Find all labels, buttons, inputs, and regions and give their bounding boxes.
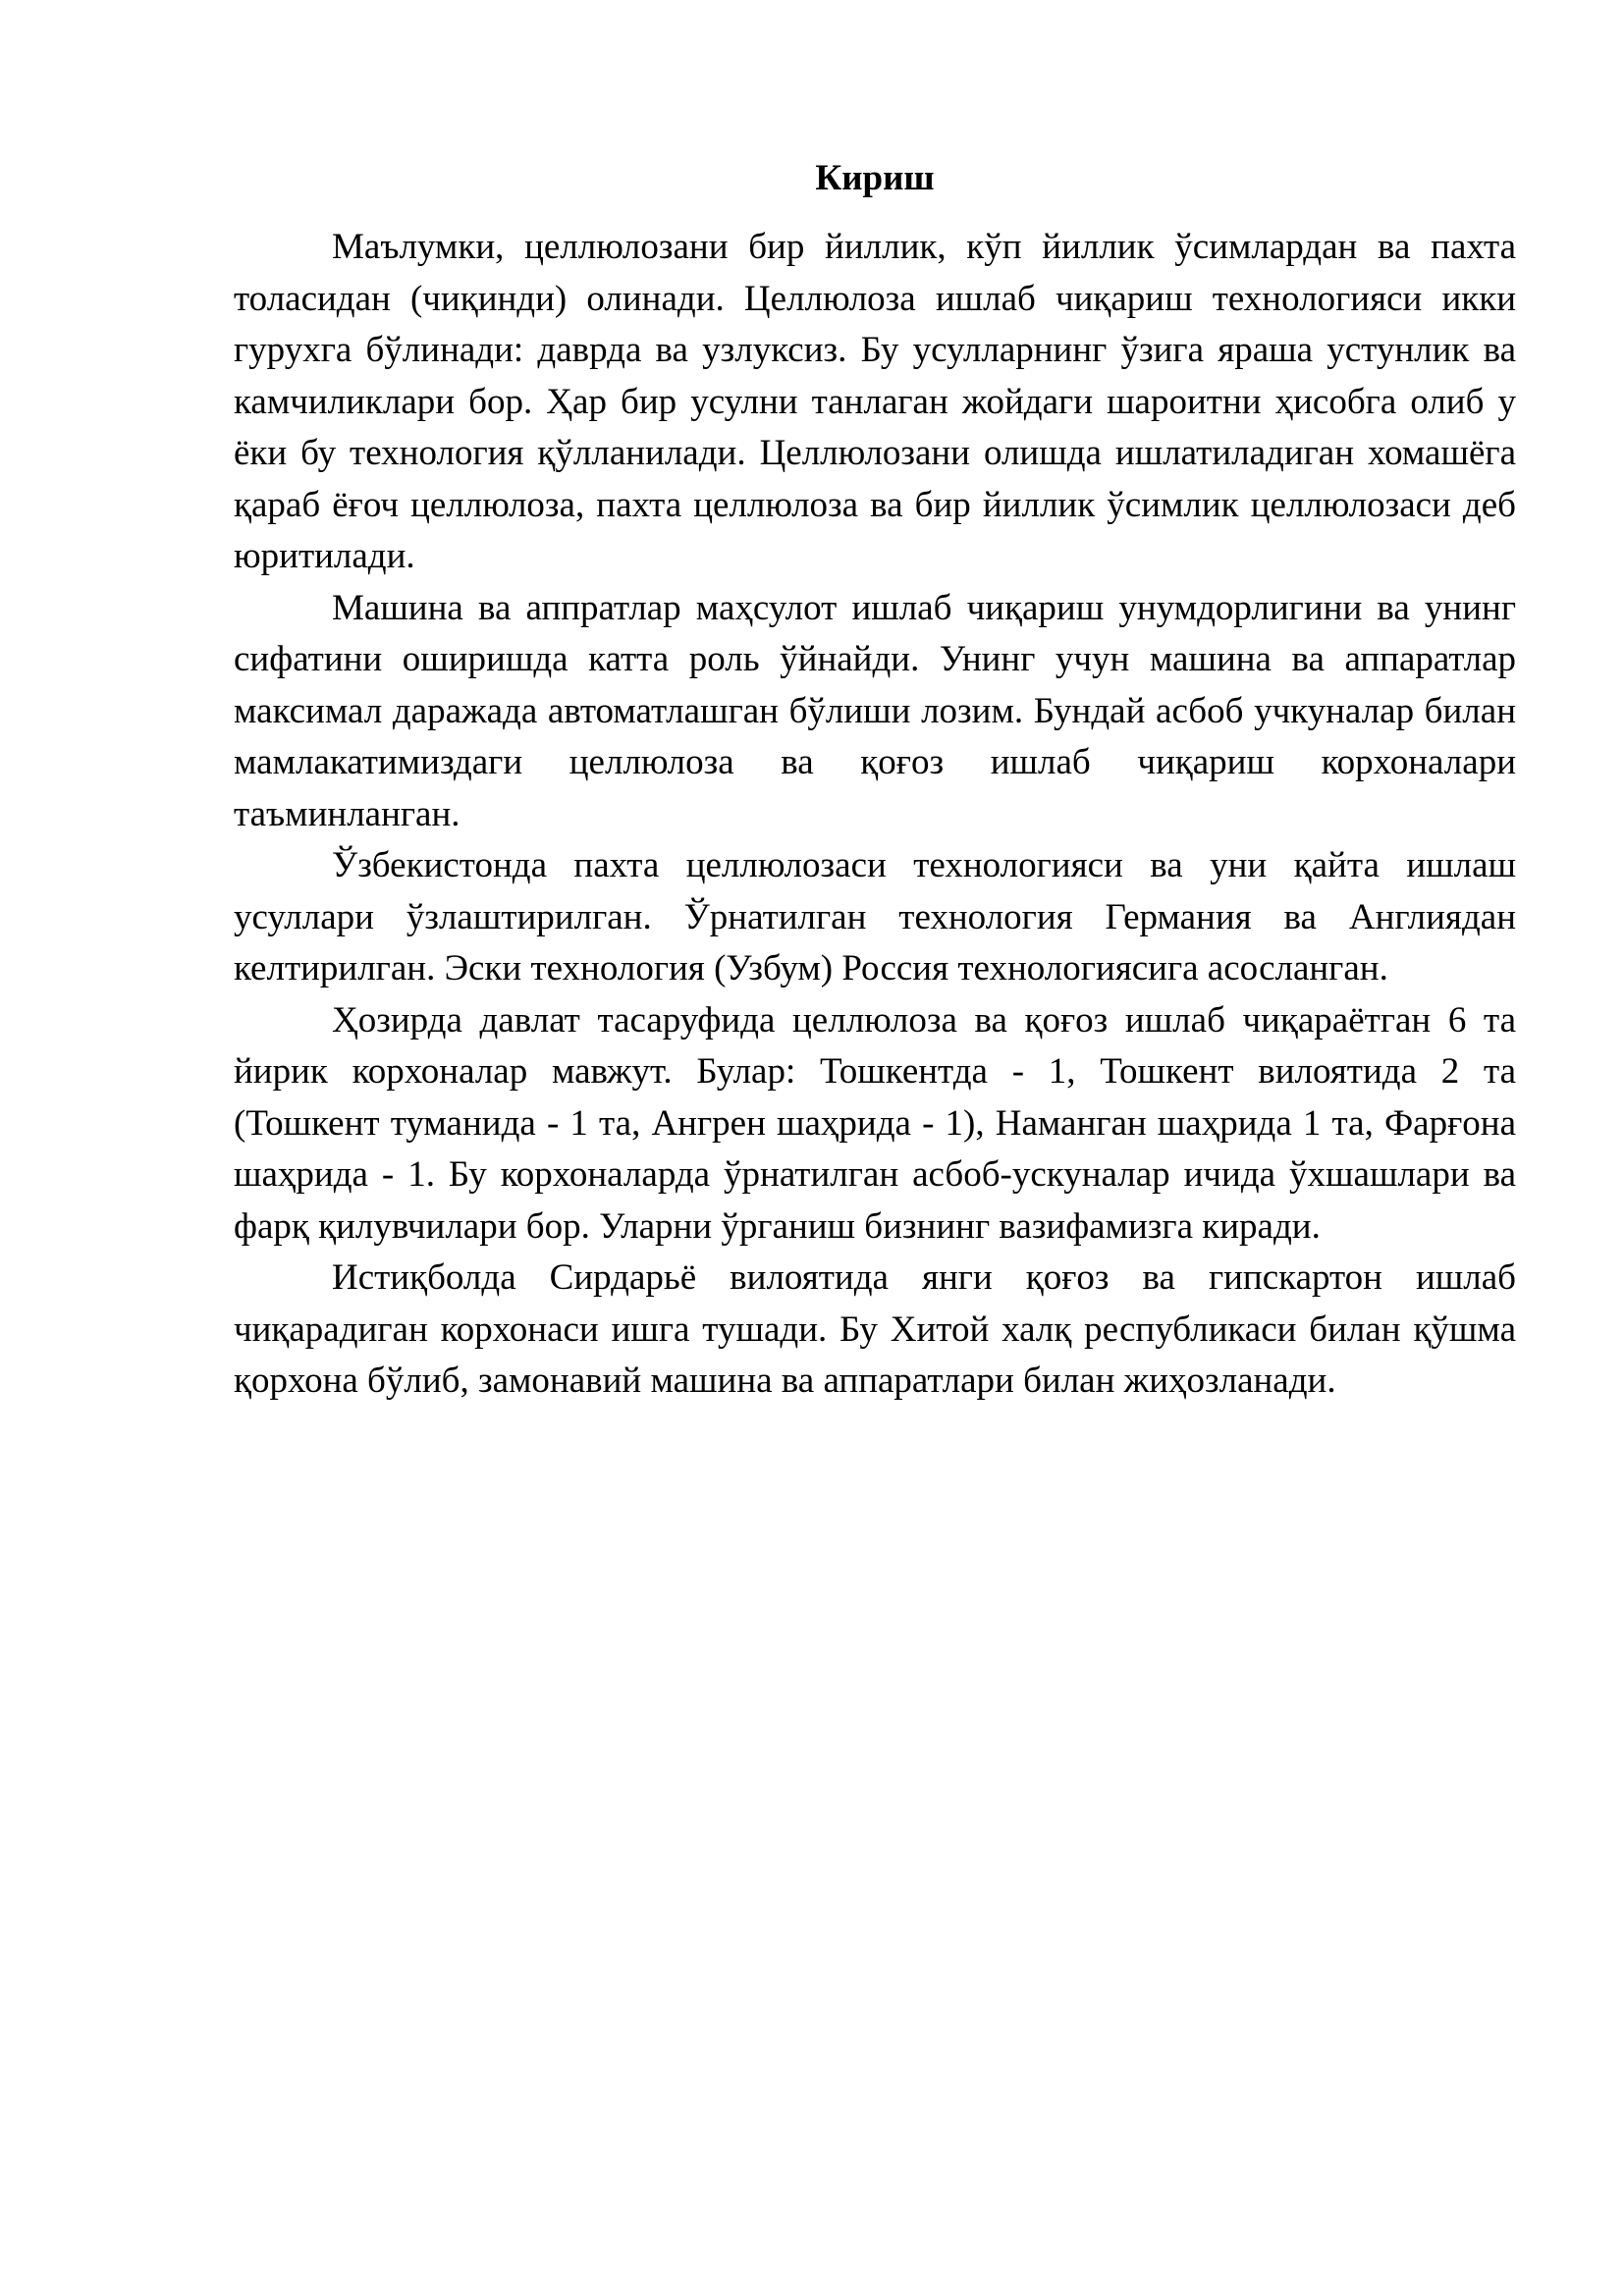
document-title: Кириш [815, 158, 935, 198]
paragraph-enterprises: Ҳозирда давлат тасаруфида целлюлоза ва қоғоз ишлаб чиқараётган 6 та йирик корхоналар мавжут. Булар: Тошкентда - 1, Тошкент вилоятида 2 та (Тошкент туманида - 1 та, Ангрен шаҳрида - 1), Наманган шаҳрида 1 та, Фарғона шаҳрида - 1. Бу корхоналарда ўрнатилган асбоб-ускуналар ичида ўхшашлари ва фарқ қилувчилари бор. Уларни ўрганиш бизнинг вазифамизга киради. [234, 999, 1516, 1247]
paragraph-intro: Маълумки, целлюлозани бир йиллик, кўп йиллик ўсимлардан ва пахта толасидан (чиқинди) олинади. Целлюлоза ишлаб чиқариш технологияси икки гурухга бўлинади: даврда ва узлуксиз. Бу усулларнинг ўзига яраша устунлик ва камчиликлари бор. Ҳар бир усулни танлаган жойдаги шароитни ҳисобга олиб у ёки бу технология қўлланилади. Целлюлозани олишда ишлатиладиган хомашёга қараб ёғоч целлюлоза, пахта целлюлоза ва бир йиллик ўсимлик целлюлозаси деб юритилади. [234, 227, 1516, 576]
paragraph-prospects: Истиқболда Сирдарьё вилоятида янги қоғоз ва гипскартон ишлаб чиқарадиган корхонаси ишга тушади. Бу Хитой халқ республикаси билан қўшма қорхона бўлиб, замонавий машина ва аппаратлари билан жиҳозланади. [234, 1257, 1516, 1401]
paragraph-machines: Машина ва аппратлар маҳсулот ишлаб чиқариш унумдорлигини ва унинг сифатини оширишда катта роль ўйнайди. Унинг учун машина ва аппаратлар максимал даражада автоматлашган бўлиши лозим. Бундай асбоб учкуналар билан мамлакатимиздаги целлюлоза ва қоғоз ишлаб чиқариш корхоналари таъминланган. [234, 587, 1516, 834]
paragraph-uzbekistan-technology: Ўзбекистонда пахта целлюлозаси технологияси ва уни қайта ишлаш усуллари ўзлаштирилган. Ўрнатилган технология Германия ва Англиядан келтирилган. Эски технология (Узбум) Россия технологиясига асосланган. [234, 845, 1516, 988]
document-body [234, 153, 1516, 1408]
